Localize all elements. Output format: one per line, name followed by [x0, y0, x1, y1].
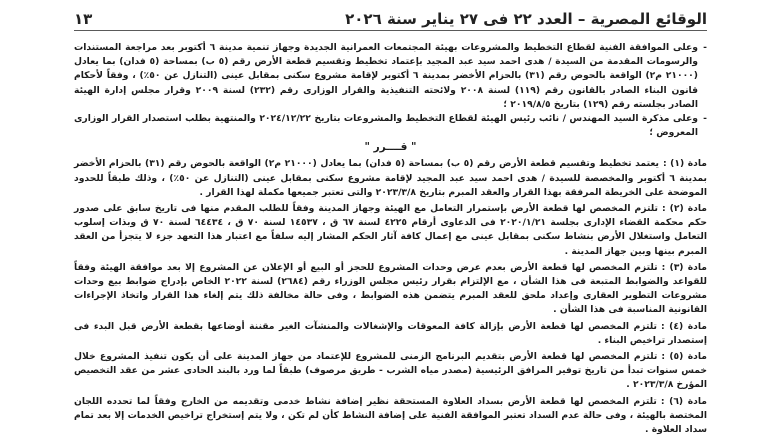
gazette-issue-title: الوقائع المصرية – العدد ٢٢ فى ٢٧ يناير سنة ٢٠٢٦ — [345, 10, 707, 28]
article-text: تلتزم المخصص لها قطعة الأرض بإستمرار التعامل مع الهيئة وجهاز المدينة وفقاً للطلب المقدم منها فى تاريخ سابق على صدور حكم محكمة القضاء الإدارى بجلسة ٢٠٢٠/١/٢١ فى الدعاوى أرقام ٤٢٢٥ لسنة ٦٧ ق ، ١٤٥٣٧ لسنة ٧٠ ق ، ٦٤٤٣٤ لسنة ٧٠ ق وبذات إسلوب التعامل واستغلال الأرض بنشاط سكنى بمقابل عينى مع إعمال كافة آثار الحكم المشار إليه سلفاً مع اعتبار هذا التعهد جزء لا يتجزأ من العقد المبرم بينها وبين جهاز المدينة . — [74, 203, 707, 257]
article-text: تلتزم المخصص لها قطعة الأرض بتقديم البرنامج الزمنى للمشروع للإعتماد من جهاز المدينة على أن يكون تنفيذ المشروع خلال خمس سنوات تبدأ من تاريخ توفير المرافق الرئيسية (مصدر مياه الشرب - طريق مرصوف) طبقاً لما ورد بالبند الحادى عشر من عقد التخصيص المؤرخ ٢٠٢٣/٣/٨ . — [74, 351, 707, 391]
article-5 — [74, 350, 707, 393]
article-6 — [74, 395, 707, 438]
bullet-marker: - — [703, 42, 707, 53]
article-label: مادة (٦) : — [660, 395, 707, 407]
decision-heading: " قــــرر " — [364, 141, 417, 154]
preamble-paragraph — [74, 112, 707, 140]
article-label: مادة (٣) : — [661, 261, 707, 273]
bullet-marker: - — [703, 113, 707, 125]
article-text: تلتزم المخصص لها قطعة الأرض بإزالة كافة المعوقات والإشغالات والمنشآت الغير مقننة أوضاعها بقطعة الأرض قبل البدء فى إستصدار تراخيص البناء . — [74, 320, 707, 346]
document-body — [74, 41, 707, 437]
article-label: مادة (١) : — [662, 158, 707, 170]
article-2 — [74, 202, 707, 259]
article-1 — [74, 157, 707, 200]
preamble-text: وعلى الموافقة الفنية لقطاع التخطيط والمشروعات بهيئة المجتمعات العمرانية الجديدة وجهاز تنمية مدينة ٦ أكتوبر بعد مراجعة المستندات والرسومات المقدمة من السيدة / هدى احمد سيد عبد المجيد بإعتماد تخطيط وتقسيم قطعة الأرض رقم (٥ ب) بمساحة (٥ فدان) بما يعادل (٢١٠٠٠ م٢) الواقعة بالحوض رقم (٣١) بالحزام الأخضر بمدينة ٦ أكتوبر لإقامة مشروع سكنى بمقابل عينى (التنازل عن ٥٠٪) ، وفقاً لأحكام قانون البناء الصادر بالقانون رقم (١١٩) لسنة ٢٠٠٨ ولائحته التنفيذية والقرار الوزارى رقم (٢٣٢) لسنة ٢٠٠٩ وقرار مجلس إدارة الهيئة الصادر بجلسته رقم (١٢٩) بتاريخ ٢٠١٩/٨/٥ ؛ — [74, 42, 698, 110]
page-number: ١٣ — [74, 10, 93, 28]
article-text: يعتمد تخطيط وتقسيم قطعة الأرض رقم (٥ ب) بمساحة (٥ فدان) بما يعادل (٢١٠٠٠ م٢) الواقعة بالحوض رقم (٣١) بالحزام الأخضر بمدينة ٦ أكتوبر والمخصصة للسيدة / هدى احمد سيد عبد المجيد لإقامة مشروع سكنى بمقابل عينى (التنازل عن ٥٠٪) ، وذلك طبقاً للحدود الموضحة على الخريطة المرفقة بهذا القرار والعقد المبرم بتاريخ ٢٠٢٣/٣/٨ والتى تعتبر جميعها مكملة لهذا القرار . — [74, 158, 707, 198]
article-text: تلتزم المخصص لها قطعة الأرض بسداد العلاوة المستحقة نظير إضافة نشاط خدمى وتقديمه من الخارج وفقاً لما تحدده اللجان المختصة بالهيئة ، وفى حالة عدم السداد تعتبر الموافقة الفنية على إضافة النشاط كأن لم تكن ، ولا يتم إستخراج تراخيص الخدمات إلا بعد تمام سداد العلاوة . — [74, 395, 707, 436]
article-3 — [74, 261, 707, 318]
preamble-text: وعلى مذكرة السيد المهندس / نائب رئيس الهيئة لقطاع التخطيط والمشروعات بتاريخ ٢٠٢٤/١٢/٢٢ والمنتهية بطلب استصدار القرار الوزارى المعروض ؛ — [74, 113, 698, 139]
article-label: مادة (٥) : — [661, 351, 707, 363]
page-header — [74, 4, 707, 31]
article-label: مادة (٤) : — [660, 320, 707, 332]
article-4 — [74, 320, 707, 348]
preamble-paragraph — [74, 41, 707, 112]
article-label: مادة (٢) : — [661, 203, 707, 215]
article-text: تلتزم المخصص لها قطعة الأرض بعدم عرض وحدات المشروع للحجز أو البيع أو الإعلان عن المشروع إلا بعد موافقة الهيئة وفقاً للقواعد والضوابط المتبعة فى هذا الشأن ، مع الإلتزام بقرار رئيس مجلس الوزراء رقم (٢٦٨٤) لسنة ٢٠٢٢ الخاص بإدراج ضوابط بيع وحدات مشروعات التطوير العقارى وإعداد ملحق للعقد المبرم يتضمن هذه الضوابط ، وفى حالة مخالفة ذلك يتم إلغاء هذا القرار واتخاذ الإجراءات القانونية المناسبة فى هذا الشأن . — [74, 261, 708, 316]
